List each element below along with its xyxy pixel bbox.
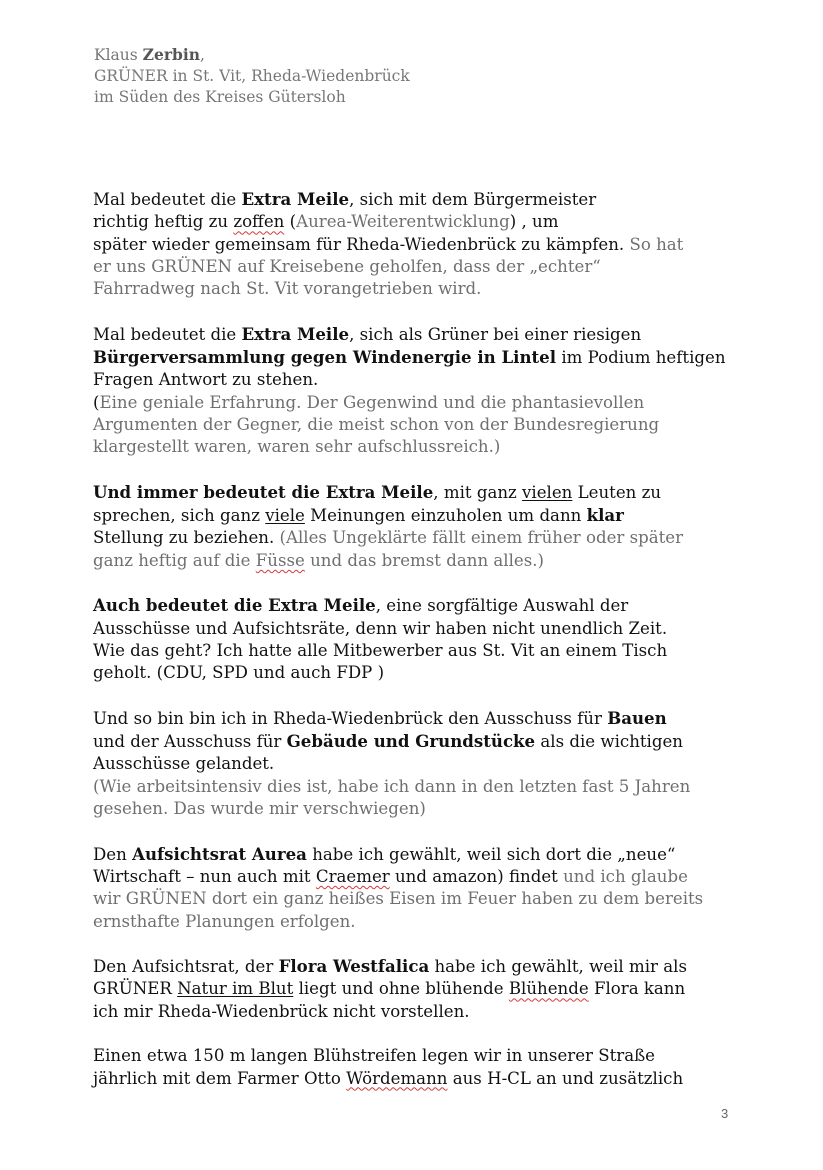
page-number: 3 (721, 1106, 729, 1121)
author-comma: , (200, 46, 205, 64)
p5-gray-h: gesehen. Das wurde mir verschwiegen) (93, 799, 426, 819)
p3-bold-klar: klar (586, 505, 624, 526)
author-last-name: Zerbin (142, 45, 200, 64)
p2-gray-i: Argumenten der Gegner, die meist schon von der Bundesregierung (93, 414, 660, 434)
paragraph-1 (93, 188, 733, 300)
p6-text-c: habe ich gewählt, weil sich dort die „neue“ (306, 844, 676, 864)
paragraph-2 (93, 323, 733, 459)
p2-text-e: im Podium heftigen (556, 348, 726, 368)
p2-paren: ( (93, 392, 100, 412)
p1-text-h: ) , um (509, 212, 559, 232)
document-body (93, 188, 733, 1112)
p2-gray-j: klargestellt waren, waren sehr aufschlussreich.) (93, 437, 501, 457)
p2-text-a: Mal bedeutet die (93, 324, 242, 344)
p3-text-d: Leuten zu (572, 482, 662, 502)
p6-gray-g: und ich glaube (557, 866, 688, 886)
p7-text-c: habe ich gewählt, weil mir als (429, 957, 687, 977)
p6-gray-h: wir GRÜNEN dort ein ganz heißes Eisen im Feuer haben zu dem bereits (93, 889, 704, 909)
author-role: GRÜNER in St. Vit, Rheda-Wiedenbrück (94, 67, 410, 85)
author-region: im Süden des Kreises Gütersloh (94, 88, 346, 106)
document-header (94, 44, 410, 108)
p1-text-c: , sich mit dem Bürgermeister (349, 190, 597, 209)
p5-gray-g: (Wie arbeitsintensiv dies ist, habe ich dann in den letzten fast 5 Jahren (93, 776, 691, 796)
p7-spellcheck-bluehende: Blühende (508, 979, 589, 999)
author-line (94, 44, 410, 66)
paragraph-5 (93, 707, 733, 820)
p2-gray-h: Eine geniale Erfahrung. Der Gegenwind und die phantasievollen (99, 392, 645, 412)
p5-text-a: Und so bin bin ich in Rheda-Wiedenbrück den Ausschuss für (93, 708, 608, 728)
p5-text-f: Ausschüsse gelandet. (93, 754, 275, 774)
p1-gray-j: So hat (624, 234, 684, 254)
p1-aurea: Aurea-Weiterentwicklung (296, 212, 510, 232)
p2-bold-versammlung: Bürgerversammlung gegen Windenergie in Lintel (93, 347, 557, 368)
p3-text-b: , mit ganz (433, 482, 523, 502)
p8-text-b: jährlich mit dem Farmer Otto (93, 1068, 347, 1088)
p7-underline-natur: Natur im Blut (177, 979, 294, 999)
p3-underline-vielen: vielen (522, 482, 573, 502)
p1-gray-k: er uns GRÜNEN auf Kreisebene geholfen, dass der „echter“ (93, 256, 601, 276)
p4-bold-extra-meile: Auch bedeutet die Extra Meile (93, 595, 376, 616)
p1-spellcheck-zoffen: zoffen (233, 212, 285, 232)
p4-text-e: geholt. (CDU, SPD und auch FDP ) (93, 663, 385, 683)
p6-text-d: Wirtschaft – nun auch mit (93, 866, 316, 886)
p3-gray-k: ganz heftig auf die (93, 550, 256, 570)
p1-text-a: Mal bedeutet die (93, 190, 242, 209)
p3-text-g: Meinungen einzuholen um dann (304, 506, 587, 526)
p1-text-f: ( (284, 212, 297, 232)
p2-text-c: , sich als Grüner bei einer riesigen (349, 324, 642, 344)
p2-bold-extra-meile: Extra Meile (241, 323, 350, 344)
p1-bold-extra-meile: Extra Meile (241, 189, 350, 209)
p7-text-i: ich mir Rheda-Wiedenbrück nicht vorstellen. (93, 1001, 470, 1021)
p3-text-i: Stellung zu beziehen. (93, 528, 275, 548)
p8-spellcheck-woerdemann: Wördemann (346, 1068, 448, 1088)
p7-text-d: GRÜNER (93, 979, 178, 999)
p7-text-h: Flora kann (588, 979, 686, 999)
paragraph-4 (93, 594, 733, 684)
p5-bold-gebaeude: Gebäude und Grundstücke (286, 731, 536, 752)
p8-text-a: Einen etwa 150 m langen Blühstreifen legen wir in unserer Straße (93, 1046, 655, 1066)
p4-text-c: Ausschüsse und Aufsichtsräte, denn wir haben nicht unendlich Zeit. (93, 618, 668, 638)
p4-text-b: , eine sorgfältige Auswahl der (375, 596, 629, 616)
paragraph-8 (93, 1045, 733, 1090)
p7-text-a: Den Aufsichtsrat, der (93, 957, 279, 977)
p3-text-e: sprechen, sich ganz (93, 506, 266, 526)
p7-text-f: liegt und ohne blühende (293, 979, 509, 999)
p3-spellcheck-fuesse: Füsse (255, 550, 305, 570)
p1-gray-l: Fahrradweg nach St. Vit vorangetrieben wird. (93, 279, 482, 299)
p8-text-d: aus H-CL an und zusätzlich (447, 1068, 684, 1088)
p3-underline-viele: viele (265, 506, 305, 526)
p6-bold-aufsichtsrat-aurea: Aufsichtsrat Aurea (132, 843, 307, 864)
p3-bold-extra-meile: Und immer bedeutet die Extra Meile (93, 481, 434, 502)
p7-bold-flora: Flora Westfalica (278, 956, 430, 977)
p3-gray-m: und das bremst dann alles.) (304, 550, 545, 570)
p1-text-i: später wieder gemeinsam für Rheda-Wiedenbrück zu kämpfen. (93, 234, 625, 254)
p5-text-e: als die wichtigen (535, 732, 683, 752)
paragraph-7 (93, 955, 733, 1023)
p5-text-c: und der Ausschuss für (93, 732, 287, 752)
p2-text-f: Fragen Antwort zu stehen. (93, 370, 319, 390)
p4-text-d: Wie das geht? Ich hatte alle Mitbewerber aus St. Vit an einem Tisch (93, 640, 668, 660)
p6-gray-i: ernsthafte Planungen erfolgen. (93, 911, 356, 931)
paragraph-3 (93, 481, 733, 572)
author-first-name: Klaus (94, 46, 138, 64)
paragraph-6 (93, 843, 733, 933)
p6-spellcheck-craemer: Craemer (315, 866, 390, 886)
p3-gray-j: (Alles Ungeklärte fällt einem früher oder später (274, 528, 684, 548)
p1-text-d: richtig heftig zu (93, 212, 234, 232)
p5-bold-bauen: Bauen (607, 707, 667, 728)
p6-text-f: und amazon) findet (389, 866, 558, 886)
p6-text-a: Den (93, 844, 133, 864)
